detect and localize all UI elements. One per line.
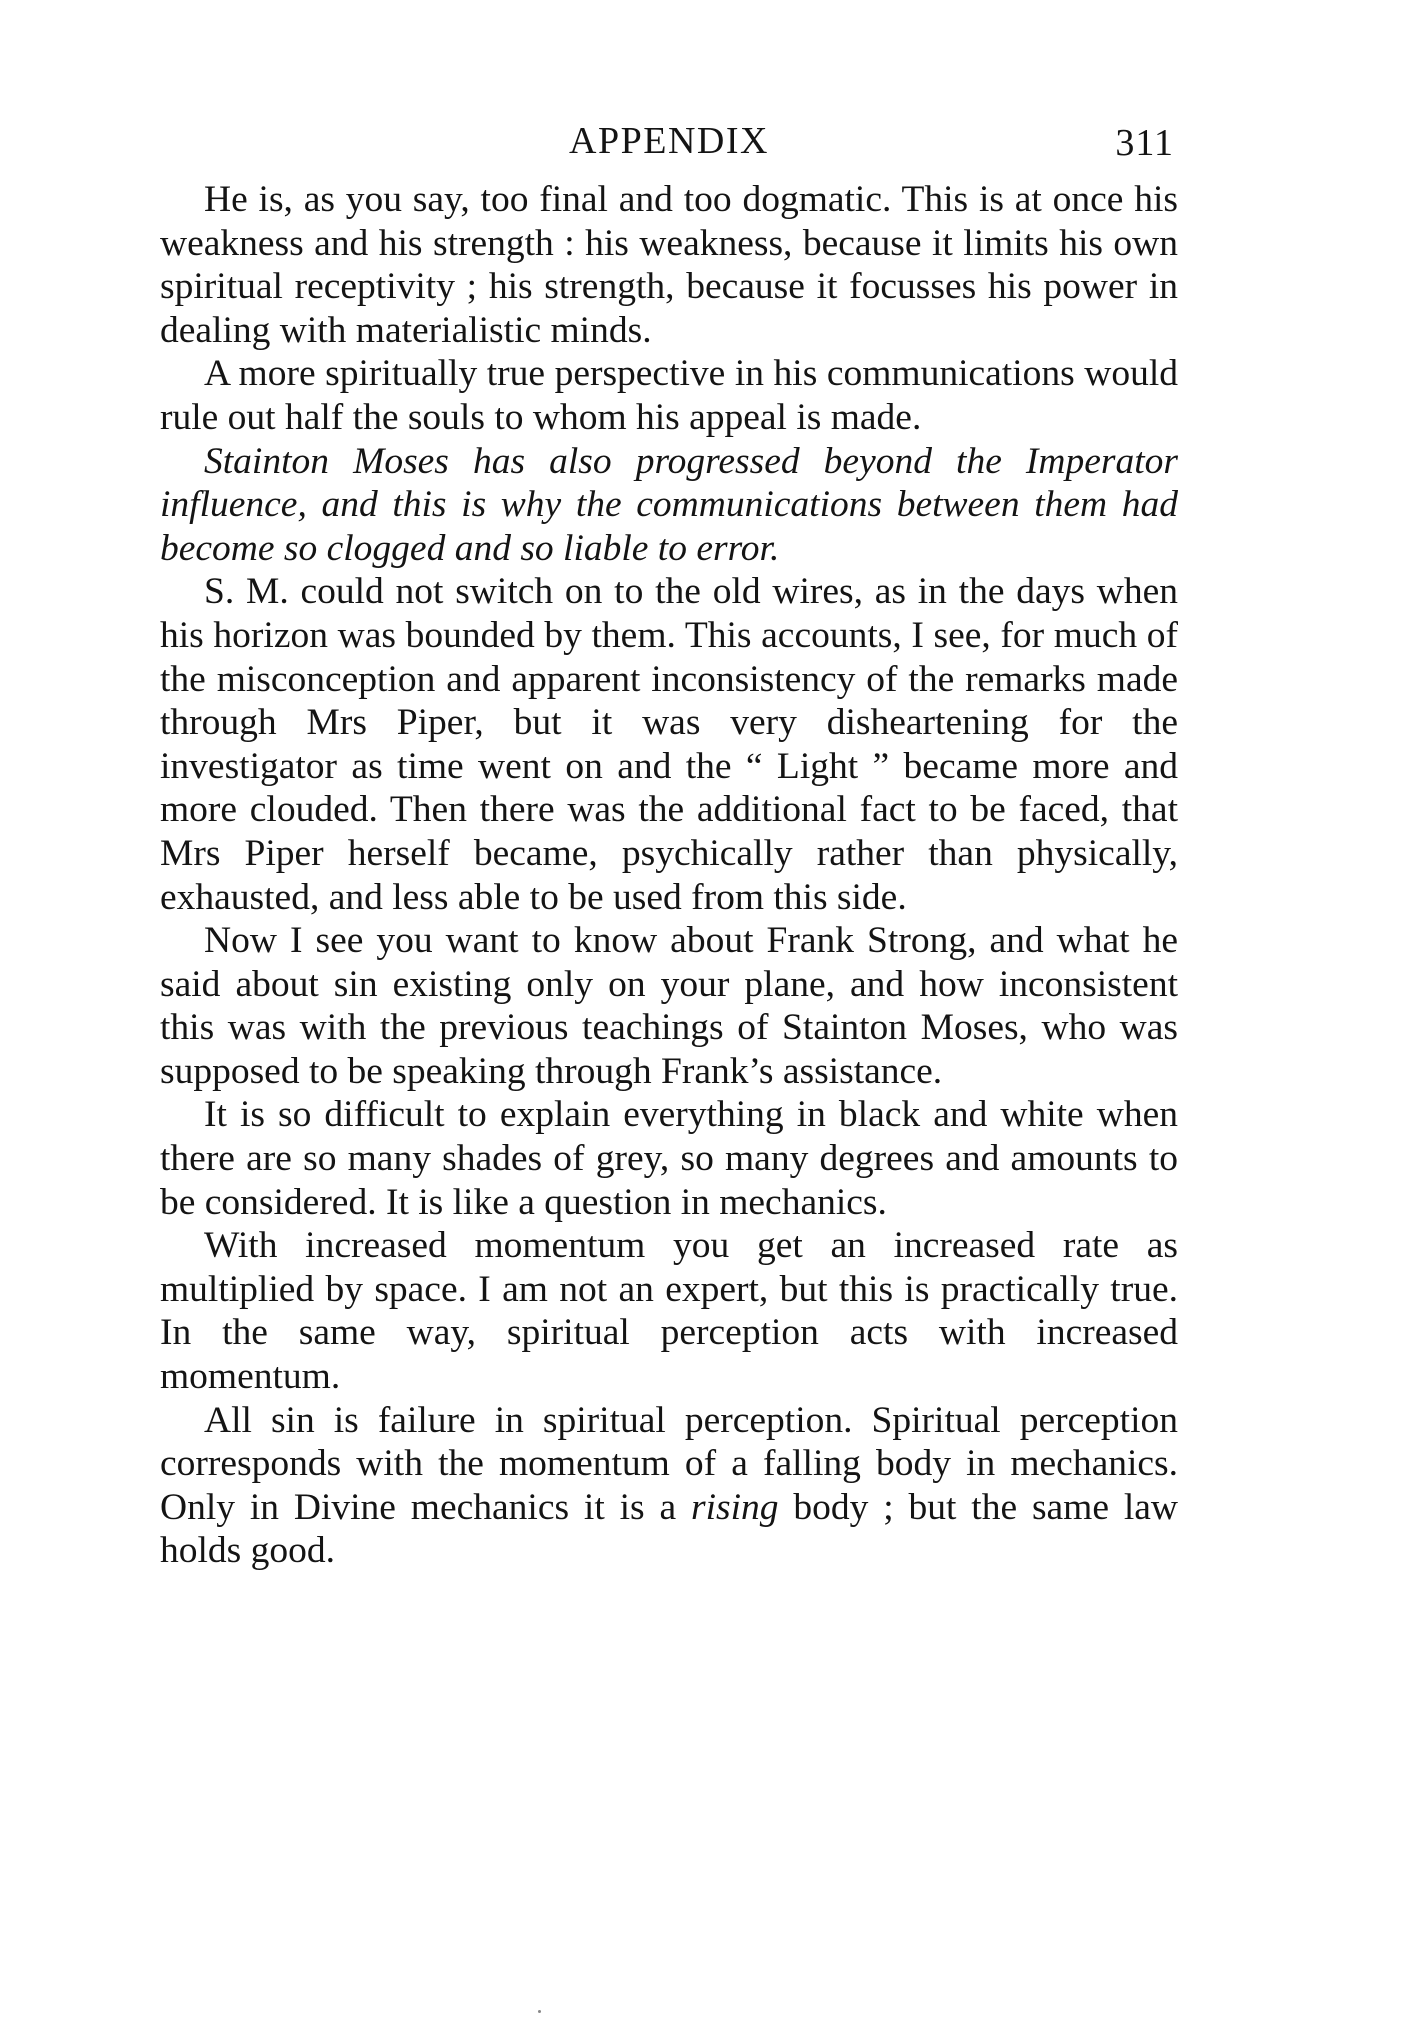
paragraph-8-text-end: body ; but the same law holds good. — [160, 1486, 1178, 1572]
body-text — [160, 178, 1178, 1573]
running-head — [160, 112, 1178, 178]
paragraph-1-text: He is, as you say, too final and too dogmatic. This is at once his weakness and his strength : his weakness, because it limits his own spiritual receptivity ; his strength, because it focusses his power in dealing with materialistic minds. — [160, 179, 1178, 351]
paragraph-6 — [160, 1093, 1178, 1224]
paragraph-3-text: Stainton Moses has also progressed beyond the Imperator influence, and this is why the communications between them had become so clogged and so liable to error. — [160, 440, 1178, 569]
paragraph-7 — [160, 1224, 1178, 1398]
page-number: 311 — [1115, 122, 1174, 164]
paragraph-7-text: With increased momentum you get an increased rate as multiplied by space. I am not an expert, but this is practically true. In the same way, spiritual perception acts with increased momentum. — [160, 1225, 1178, 1398]
paragraph-6-text: It is so difficult to explain everything in black and white when there are so many shades of grey, so many degrees and amounts to be considered. It is like a question in mechanics. — [160, 1094, 1178, 1223]
paragraph-1 — [160, 178, 1178, 352]
paragraph-5-text: Now I see you want to know about Frank Strong, and what he said about sin existing only on your plane, and how inconsistent this was with the previous teachings of Stainton Moses, who was supposed to be speaking through Frank’s assistance. — [160, 920, 1178, 1092]
paragraph-4-text: S. M. could not switch on to the old wires, as in the days when his horizon was bounded by them. This accounts, I see, for much of the misconception and apparent inconsistency of the remarks made through Mrs Piper, but it was very disheartening for the investigator as time went on and the “ Light ” became more and more clouded. Then there was the additional fact to be faced, that Mrs Piper herself became, psychically rather than physically, exhausted, and less able to be used from this side. — [160, 571, 1178, 918]
paragraph-8-emphasis: rising — [690, 1486, 779, 1528]
running-title: APPENDIX — [569, 120, 769, 162]
paragraph-4 — [160, 570, 1178, 919]
book-page — [160, 112, 1178, 1573]
paragraph-3-italic — [160, 440, 1178, 571]
paragraph-2-text: A more spiritually true perspective in his communications would rule out half the souls to whom his appeal is made. — [160, 353, 1178, 438]
paragraph-8-text-start: All sin is failure in spiritual perception. Spiritual perception corresponds with the momentum of a falling body in mechanics. Only in Divine mechanics it is a — [160, 1399, 1178, 1528]
scan-speck — [538, 2010, 541, 2013]
paragraph-5 — [160, 919, 1178, 1093]
paragraph-8 — [160, 1399, 1178, 1573]
paragraph-2 — [160, 352, 1178, 439]
